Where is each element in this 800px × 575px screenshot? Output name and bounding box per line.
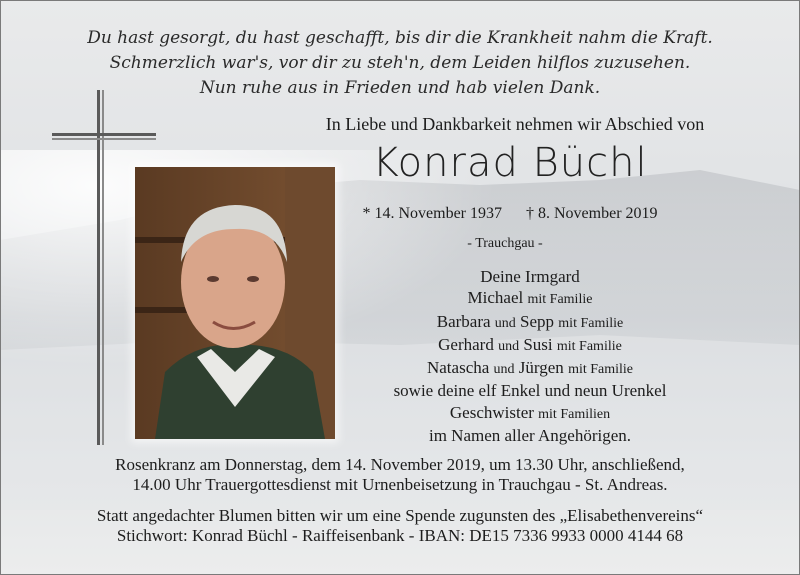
poem-line: Schmerzlich war's, vor dir zu steh'n, dem Leiden hilflos zuzusehen. [109,53,691,73]
birth-date: * 14. November 1937 [362,205,502,222]
mourner-line: Geschwister mit Familien [449,402,611,422]
mourner-line: Barbara und Sepp mit Familie [436,311,624,331]
poem-line: Nun ruhe aus in Frieden und hab vielen Dank. [199,78,601,98]
portrait-photo [135,167,335,439]
donation-line: Statt angedachter Blumen bitten wir um eine Spende zugunsten des „Elisabethenvereins“ [96,506,704,525]
death-date: † 8. November 2019 [526,205,658,222]
deceased-name: Konrad Büchl [372,140,648,186]
mourners-list [330,266,730,446]
donation-line: Stichwort: Konrad Büchl - Raiffeisenbank - IBAN: DE15 7336 9933 0000 4144 68 [116,525,684,545]
service-line: 14.00 Uhr Trauergottesdienst mit Urnenbeisetzung in Trauchgau - St. Andreas. [132,474,668,494]
service-info [20,455,780,545]
service-line: Rosenkranz am Donnerstag, dem 14. November 2019, um 13.30 Uhr, anschließend, [115,455,685,474]
mourner-line: Natascha und Jürgen mit Familie [426,358,634,378]
life-dates [300,205,720,223]
mourner-line: sowie deine elf Enkel und neun Urenkel [393,381,667,401]
intro-text: In Liebe und Dankbarkeit nehmen wir Abschied von [325,114,705,134]
mourner-line: Deine Irmgard [480,267,580,286]
mourner-line: im Namen aller Angehörigen. [428,426,632,446]
hometown: - Trauchgau - [467,236,543,251]
poem-line: Du hast gesorgt, du hast geschafft, bis dir die Krankheit nahm die Kraft. [87,28,713,48]
mourner-line: Gerhard und Susi mit Familie [438,334,622,354]
mourner-line: Michael mit Familie [467,288,593,308]
